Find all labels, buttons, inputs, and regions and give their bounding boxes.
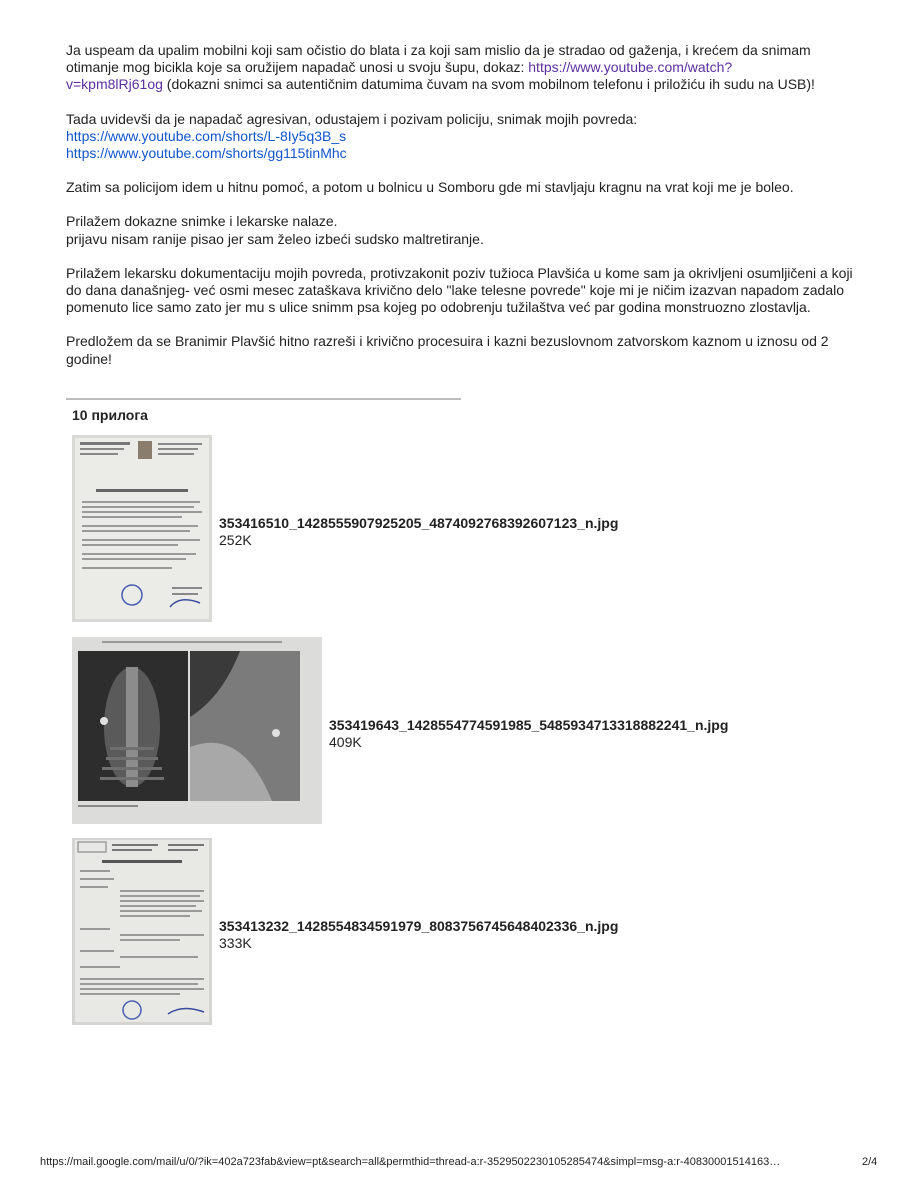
paragraph-3: Zatim sa policijom idem u hitnu pomoć, a potom u bolnicu u Somboru gde mi stavljaju kragnu na vrat koji me je boleo. — [66, 179, 794, 196]
paragraph-4-line-2: prijavu nisam ranije pisao jer sam želeo izbeći sudsko maltretiranje. — [66, 230, 484, 247]
attachments-divider — [66, 398, 461, 400]
attachment-size: 333K — [219, 935, 252, 951]
paragraph-2 — [66, 111, 866, 163]
paragraph-1-text: Ja uspeam da upalim mobilni koji sam očistio do blata i za koji sam mislio da je stradao od gaženja, i krećem da snimam otimanje mog bicikla koje sa oružijem napadač unosi u svoju šupu, dokaz: — [66, 42, 811, 76]
paragraph-4-line-1: Prilažem dokazne snimke i lekarske nalaze. — [66, 213, 338, 230]
attachment-filename[interactable]: 353416510_1428555907925205_4874092768392607123_n.jpg — [219, 515, 619, 531]
paragraph-2-text: Tada uvidevši da je napadač agresivan, odustajem i pozivam policiju, snimak mojih povreda: — [66, 110, 638, 127]
paragraph-1 — [66, 42, 866, 94]
attachment-size: 252K — [219, 532, 252, 548]
paragraph-1-tail: (dokazni snimci sa autentičnim datumima čuvam na svom mobilnom telefonu i priložiću ih sudu na USB)! — [162, 76, 815, 93]
print-url: https://mail.google.com/mail/u/0/?ik=402a723fab&view=pt&search=all&permthid=thread-a:r-3529502230105285474&simpl=msg-a:r-40830001514163… — [40, 1156, 781, 1168]
attachment-size: 409K — [329, 734, 362, 750]
attachment-thumbnail[interactable] — [72, 435, 212, 622]
youtube-watch-link-line2: v=kpm8lRj61og — [66, 76, 163, 93]
attachment-thumbnail[interactable] — [72, 838, 212, 1025]
youtube-short-link-2[interactable]: https://www.youtube.com/shorts/gg115tinMhc — [66, 145, 347, 162]
attachment-filename[interactable]: 353413232_1428554834591979_8083756745648402336_n.jpg — [219, 918, 619, 934]
attachments-count: 10 прилога — [72, 407, 148, 423]
paragraph-5: Prilažem lekarsku dokumentaciju mojih povreda, protivzakonit poziv tužioca Plavšića u kome sam ja okrivljeni osumljičeni a koji do dana današnjeg- već osmi mesec zataškava krivično delo "lake telesne povrede" koje mi je ničim izazvan napadom zadalo pomenuto lice samo zato jer mu s ulice snimm psa kojeg po odobrenju tužilaštva već par godina monstruozno zlostavlja. — [66, 264, 853, 316]
paragraph-6: Predložem da se Branimir Plavšić hitno razreši i krivično procesuira i kazni bezuslovnom zatvorskom kaznom u iznosu od 2 godine! — [66, 333, 829, 367]
xray-image-icon — [72, 637, 322, 824]
paragraph-4 — [66, 213, 866, 247]
youtube-watch-link-line1: https://www.youtube.com/watch? — [528, 59, 733, 76]
document-scan-icon — [72, 838, 212, 1025]
attachment-thumbnail[interactable] — [72, 637, 322, 824]
attachment-filename[interactable]: 353419643_1428554774591985_5485934713318882241_n.jpg — [329, 717, 729, 733]
youtube-short-link-1[interactable]: https://www.youtube.com/shorts/L-8Iy5q3B_s — [66, 127, 347, 144]
document-scan-icon — [72, 435, 212, 622]
message-body — [66, 42, 866, 385]
page-number: 2/4 — [862, 1156, 878, 1168]
